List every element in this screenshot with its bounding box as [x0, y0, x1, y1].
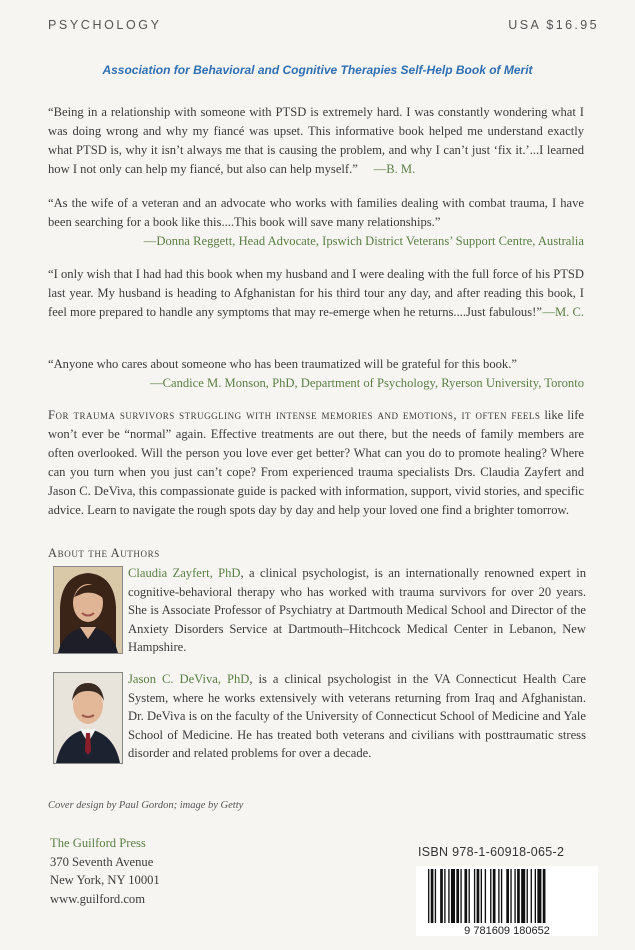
quote-attribution: —B. M.: [373, 162, 416, 176]
author-name: Claudia Zayfert, PhD: [128, 566, 241, 580]
barcode-bar: [431, 869, 434, 923]
quote-4: [48, 355, 584, 393]
quote-text: “Being in a relationship with someone with PTSD is extremely hard. I was constantly wondering what I was doing wrong and why my fiancé was upset. This informative book helped me understand exactly what PTSD is, why it isn’t always me that is causing the problem, and why I can’t just ‘fix it.’...I learned how I not only can help my fiancé, but also can help myself.”: [48, 105, 584, 176]
publisher-address-line-1: 370 Seventh Avenue: [50, 854, 154, 869]
barcode-bar: [444, 869, 445, 923]
barcode-bar: [485, 869, 486, 923]
portrait-image: [54, 673, 122, 763]
barcode-bar: [448, 869, 449, 923]
barcode-bar: [440, 869, 443, 923]
barcode-bar: [456, 869, 459, 923]
publisher-name: The Guilford Press: [50, 836, 146, 850]
barcode-bar: [517, 869, 520, 923]
blurb-body: like life won’t ever be “normal” again. Effective treatments are out there, but the needs of family members are often overlooked. Will the person you love ever get better? What can you do to promote healing? Where can you turn when you just can’t cope? From experienced trauma specialists Drs. Claudia Zayfert and Jason C. DeViva, this compassionate guide is packed with information, support, vivid stories, and specific advice. Learn to navigate the rough spots day by day and help your loved one find a brighter tomorrow.: [48, 408, 584, 517]
quote-attribution: —Donna Reggett, Head Advocate, Ipswich District Veterans’ Support Centre, Australia: [143, 234, 584, 248]
cover-credit: Cover design by Paul Gordon; image by Getty: [48, 800, 244, 811]
barcode-bar: [490, 869, 491, 923]
quote-1: [48, 103, 584, 179]
barcode-bar: [477, 869, 480, 923]
barcode-bar: [543, 869, 546, 923]
price-label: USA $16.95: [508, 18, 599, 32]
blurb-lead: For trauma survivors struggling with intense memories and emotions, it often feels: [48, 408, 541, 422]
barcode-bar: [428, 869, 429, 923]
description-blurb: [48, 406, 584, 520]
barcode-bar: [498, 869, 499, 923]
barcode-bar: [481, 869, 482, 923]
barcode-bar: [514, 869, 515, 923]
quote-attribution: —Candice M. Monson, PhD, Department of Psychology, Ryerson University, Toronto: [150, 376, 584, 390]
barcode-bar: [510, 869, 511, 923]
author-bio: [128, 670, 586, 763]
quote-attribution: —M. C.: [542, 305, 584, 319]
barcode-bar: [531, 869, 532, 923]
portrait-image: [54, 567, 122, 653]
about-authors-heading: About the Authors: [48, 546, 160, 560]
author-photo-deviva: [53, 672, 123, 764]
barcode-digits: 9 781609 180652: [464, 925, 550, 936]
author-photo-zayfert: [53, 566, 123, 654]
top-bar: [48, 18, 599, 38]
author-name: Jason C. DeViva, PhD: [128, 672, 250, 686]
barcode-bar: [493, 869, 496, 923]
publisher-block: [50, 834, 160, 908]
barcode-bar: [501, 869, 502, 923]
barcode-bar: [537, 869, 541, 923]
author-bio-text: , is a clinical psychologist in the VA Connecticut Health Care System, where he works extensively with veterans returning from Iraq and Afghanistan. Dr. DeViva is on the faculty of the University of Connecticut School of Medicine and Yale School of Medicine. He has treated both veterans and civilians with posttraumatic stress disorder and related problems for over a decade.: [128, 672, 587, 760]
barcode-bar: [527, 869, 528, 923]
quote-text: “As the wife of a veteran and an advocate who works with families dealing with combat trauma, I have been searching for a book like this....This book will save many relationships.”: [48, 196, 584, 229]
barcode-image: [416, 866, 598, 936]
quote-text: “I only wish that I had had this book when my husband and I were dealing with the full force of his PTSD last year. My husband is heading to Afghanistan for his third tour any day, and after reading this book, I feel more prepared to handle any symptoms that may re-emerge when he returns....Just fabulous!”: [48, 267, 584, 319]
barcode-bar: [464, 869, 467, 923]
category-label: PSYCHOLOGY: [48, 18, 162, 32]
author-bio: [128, 564, 586, 657]
author-bio-text: , a clinical psychologist, is an internationally renowned expert in cognitive-behavioral therapy who has worked with trauma survivors for over 20 years. She is Associate Professor of Psychiatry at Dartmouth Medical School and Director of the Anxiety Disorders Service at Dartmouth–Hitchcock Medical Center in Lebanon, New Hampshire.: [128, 566, 586, 654]
publisher-address-line-2: New York, NY 10001: [50, 873, 160, 887]
barcode-bar: [506, 869, 509, 923]
isbn-label: ISBN 978-1-60918-065-2: [418, 845, 565, 859]
barcode-bar: [435, 869, 436, 923]
barcode: [416, 866, 598, 936]
barcode-bar: [474, 869, 475, 923]
quote-2: [48, 194, 584, 251]
barcode-bar: [460, 869, 461, 923]
barcode-bar: [535, 869, 536, 923]
quote-3: [48, 265, 584, 322]
quote-text: “Anyone who cares about someone who has been traumatized will be grateful for this book.”: [48, 357, 517, 371]
barcode-bar: [521, 869, 525, 923]
award-line: Association for Behavioral and Cognitive Therapies Self-Help Book of Merit: [102, 63, 533, 77]
publisher-website: www.guilford.com: [50, 891, 146, 906]
barcode-bar: [451, 869, 455, 923]
barcode-bar: [469, 869, 470, 923]
